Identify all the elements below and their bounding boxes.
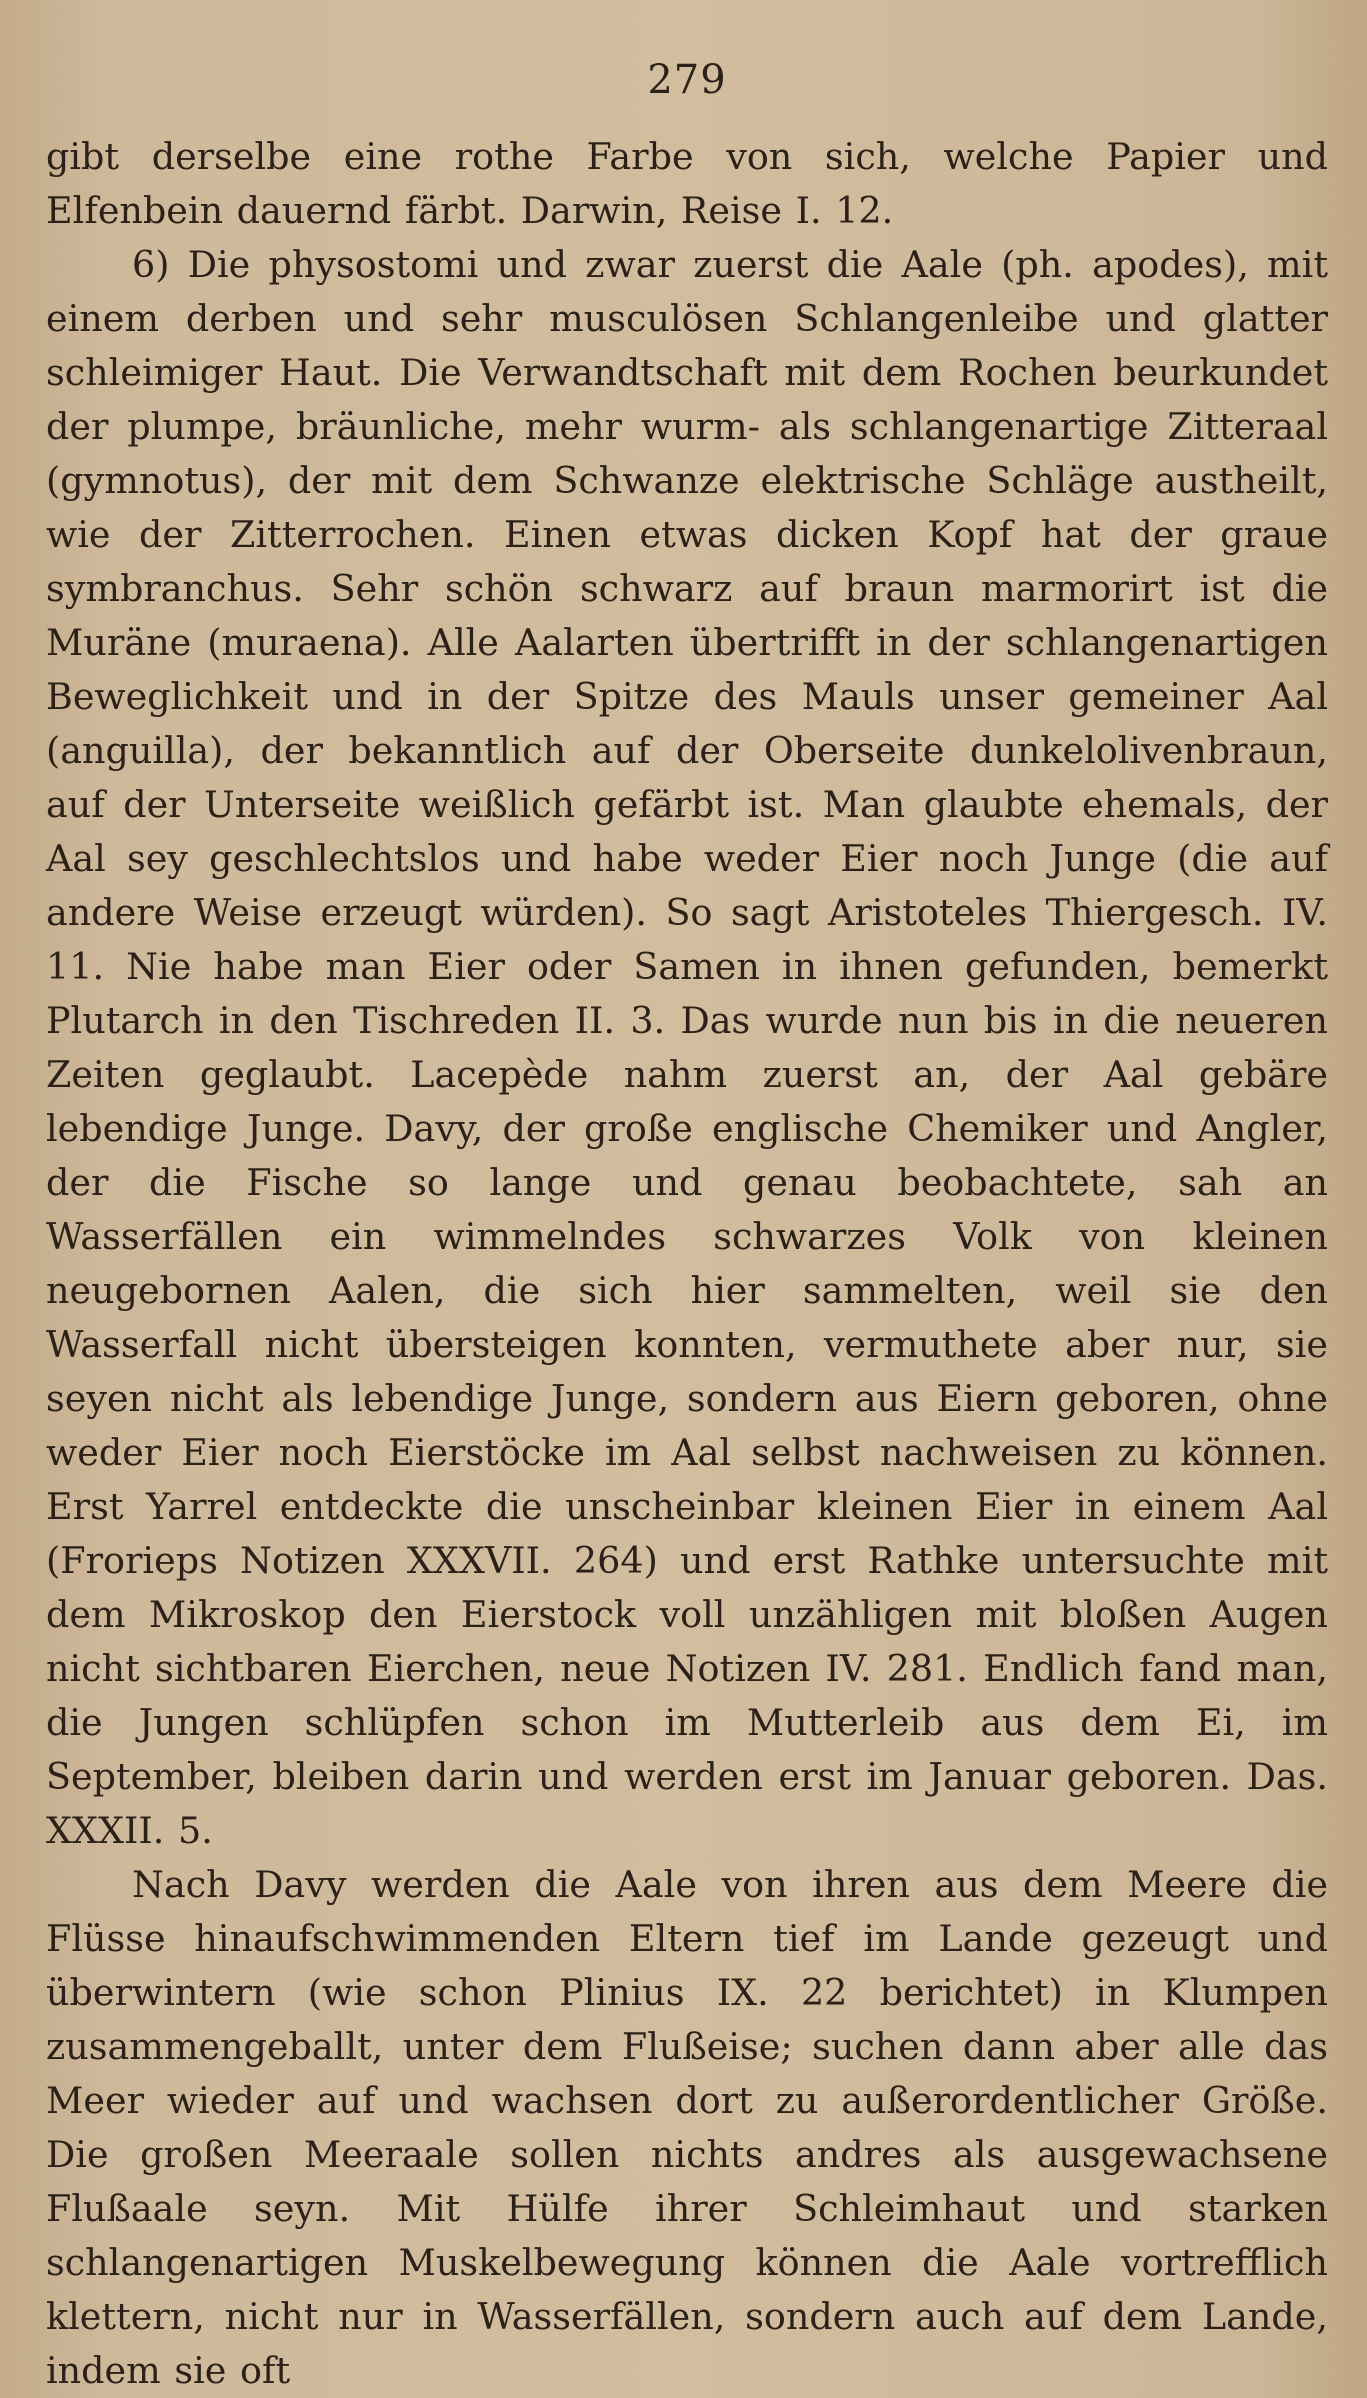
page-number: 279 — [647, 57, 727, 103]
paragraph-physostomi: 6) Die physostomi und zwar zuerst die Aale (ph. apodes), mit einem derben und sehr musculösen Schlangenleibe und glatter schleimiger Haut. Die Verwandtschaft mit dem Rochen beurkundet der plumpe, bräunliche, mehr wurm- als schlangenartige Zitteraal (gymnotus), der mit dem Schwanze elektrische Schläge austheilt, wie der Zitterrochen. Einen etwas dicken Kopf hat der graue symbranchus. Sehr schön schwarz auf braun marmorirt ist die Muräne (muraena). Alle Aalarten übertrifft in der schlangenartigen Beweglichkeit und in der Spitze des Mauls unser gemeiner Aal (anguilla), der bekanntlich auf der Oberseite dunkelolivenbraun, auf der Unterseite weißlich gefärbt ist. Man glaubte ehemals, der Aal sey geschlechtslos und habe weder Eier noch Junge (die auf andere Weise erzeugt würden). So sagt Aristoteles Thiergesch. IV. 11. Nie habe man Eier oder Samen in ihnen gefunden, bemerkt Plutarch in den Tischreden II. 3. Das wurde nun bis in die neueren Zeiten geglaubt. Lacepède nahm zuerst an, der Aal gebäre lebendige Junge. Davy, der große englische Chemiker und Angler, der die Fische so lange und genau beobachtete, sah an Wasserfällen ein wimmelndes schwarzes Volk von kleinen neugebornen Aalen, die sich hier sammelten, weil sie den Wasserfall nicht übersteigen konnten, vermuthete aber nur, sie seyen nicht als lebendige Junge, sondern aus Eiern geboren, ohne weder Eier noch Eierstöcke im Aal selbst nachweisen zu können. Erst Yarrel entdeckte die unscheinbar kleinen Eier in einem Aal (Frorieps Notizen XXXVII. 264) und erst Rathke untersuchte mit dem Mikroskop den Eierstock voll unzähligen mit bloßen Augen nicht sichtbaren Eierchen, neue Notizen IV. 281. Endlich fand man, die Jungen schlüpfen schon im Mutterleib aus dem Ei, im September, bleiben darin und werden erst im Januar geboren. Das. XXXII. 5. — [46, 243, 1328, 1852]
book-page — [46, 44, 1328, 2392]
paragraph-continuation: gibt derselbe eine rothe Farbe von sich, welche Papier und Elfenbein dauernd färbt. Darwin, Reise I. 12. — [46, 135, 1328, 232]
paragraph-davy: Nach Davy werden die Aale von ihren aus dem Meere die Flüsse hinaufschwimmenden Eltern tief im Lande gezeugt und überwintern (wie schon Plinius IX. 22 berichtet) in Klumpen zusammengeballt, unter dem Flußeise; suchen dann aber alle das Meer wieder auf und wachsen dort zu außerordentlicher Größe. Die großen Meeraale sollen nichts andres als ausgewachsene Flußaale seyn. Mit Hülfe ihrer Schleimhaut und starken schlangenartigen Muskelbewegung können die Aale vortrefflich klettern, nicht nur in Wasserfällen, sondern auch auf dem Lande, indem sie oft — [46, 1863, 1328, 2392]
